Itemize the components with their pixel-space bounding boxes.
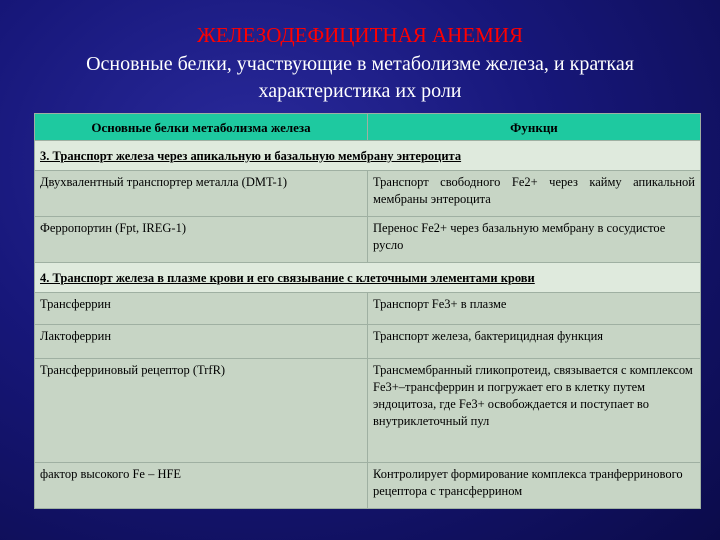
- protein-cell: Лактоферрин: [35, 325, 368, 359]
- table-row: [35, 217, 701, 263]
- section-heading: 3. Транспорт железа через апикальную и базальную мембрану энтероцита: [35, 141, 701, 171]
- protein-cell: Двухвалентный транспортер металла (DMT-1): [35, 171, 368, 217]
- protein-cell: Ферропортин (Fpt, IREG-1): [35, 217, 368, 263]
- table-row: [35, 463, 701, 509]
- table-row: [35, 359, 701, 463]
- section-row-3: [35, 141, 701, 171]
- table-row: [35, 171, 701, 217]
- table-row: [35, 293, 701, 325]
- iron-proteins-table: [34, 113, 701, 509]
- function-cell: Перенос Fe2+ через базальную мембрану в сосудистое русло: [368, 217, 701, 263]
- slide-subtitle: Основные белки, участвующие в метаболизме железа, и краткая характеристика их роли: [86, 53, 634, 102]
- protein-cell: Трансферриновый рецептор (TrfR): [35, 359, 368, 463]
- header-proteins: Основные белки метаболизма железа: [35, 114, 368, 141]
- section-row-4: [35, 263, 701, 293]
- function-cell: Транспорт Fe3+ в плазме: [368, 293, 701, 325]
- function-cell: Контролирует формирование комплекса транферринового рецептора с трансферрином: [368, 463, 701, 509]
- header-function: Функци: [368, 114, 701, 141]
- table-header-row: [35, 114, 701, 141]
- section-heading: 4. Транспорт железа в плазме крови и его связывание с клеточными элементами крови: [35, 263, 701, 293]
- slide-title: ЖЕЛЕЗОДЕФИЦИТНАЯ АНЕМИЯ: [197, 23, 523, 47]
- protein-cell: Трансферрин: [35, 293, 368, 325]
- protein-cell: фактор высокого Fe – HFE: [35, 463, 368, 509]
- function-cell: Транспорт свободного Fe2+ через кайму апикальной мембраны энтероцита: [368, 171, 701, 217]
- function-cell: Транспорт железа, бактерицидная функция: [368, 325, 701, 359]
- table-row: [35, 325, 701, 359]
- function-cell: Трансмембранный гликопротеид, связывается с комплексом Fe3+–трансферрин и погружает его в клетку путем эндоцитоза, где Fe3+ освобождается и поступает во внутриклеточный пул: [368, 359, 701, 463]
